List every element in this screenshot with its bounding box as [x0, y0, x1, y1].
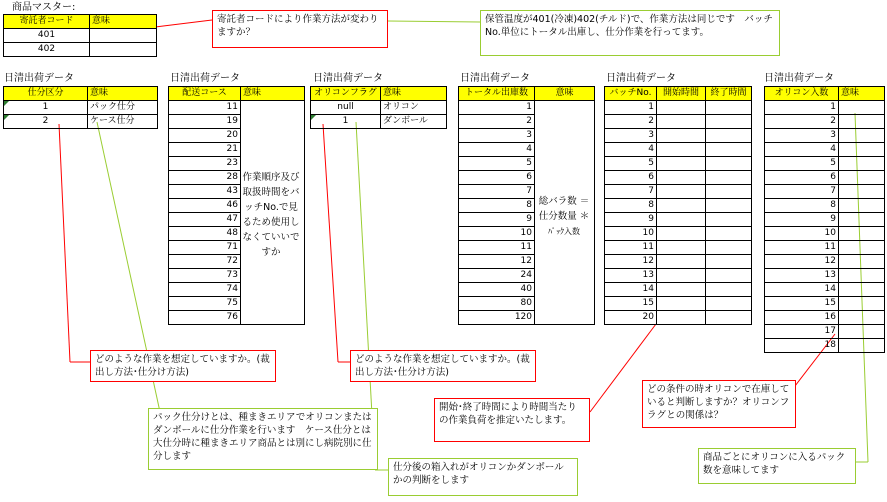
s4-cell[interactable]: 24	[459, 269, 535, 283]
s6-row	[765, 157, 885, 171]
s6-cell[interactable]	[839, 115, 885, 129]
comment-c1[interactable]: 寄託者コードにより作業方法が変わりますか？	[212, 10, 388, 48]
s4-cell[interactable]	[535, 157, 595, 171]
s5-cell[interactable]: 6	[605, 171, 657, 185]
s5-row	[605, 241, 752, 255]
s6-cell[interactable]: 3	[765, 129, 839, 143]
s5-row	[605, 199, 752, 213]
s4-cell[interactable]	[535, 297, 595, 311]
s6-cell[interactable]: 13	[765, 269, 839, 283]
s1-header-meaning: 意味	[88, 87, 158, 101]
s5-cell[interactable]	[706, 283, 752, 297]
s6-row	[765, 143, 885, 157]
s2-row	[169, 129, 305, 143]
s5-cell[interactable]	[706, 171, 752, 185]
s5-row	[605, 311, 752, 325]
comment-c7[interactable]: 開始･終了時間により時間当たりの作業負荷を推定いたします。	[434, 398, 590, 442]
s4-row	[459, 255, 595, 269]
s5-cell[interactable]	[706, 143, 752, 157]
s4-cell[interactable]	[535, 129, 595, 143]
s2-header-meaning: 意味	[241, 87, 305, 101]
s2-cell[interactable]	[241, 129, 305, 143]
s6-cell[interactable]	[839, 339, 885, 353]
s5-cell[interactable]: 13	[605, 269, 657, 283]
s5-cell[interactable]	[657, 185, 706, 199]
s3-cell[interactable]: 1	[311, 115, 381, 129]
s2-cell[interactable]	[241, 157, 305, 171]
s5-cell[interactable]	[706, 199, 752, 213]
s6-cell[interactable]: 6	[765, 171, 839, 185]
s6-row	[765, 241, 885, 255]
s2-cell[interactable]: 74	[169, 283, 241, 297]
s5-cell[interactable]	[657, 297, 706, 311]
s1-table	[3, 86, 158, 129]
s5-row	[605, 115, 752, 129]
s5-row	[605, 185, 752, 199]
s1-cell[interactable]: 2	[4, 115, 88, 129]
s4-cell[interactable]: 6	[459, 171, 535, 185]
s6-row	[765, 115, 885, 129]
s2-note: 作業順序及び取扱時間をバッチNo.で見るため使用しなくていいですか	[242, 172, 300, 258]
s6-cell[interactable]	[839, 143, 885, 157]
s2-cell[interactable]: 23	[169, 157, 241, 171]
s6-row	[765, 129, 885, 143]
s6-row	[765, 283, 885, 297]
s5-cell[interactable]	[706, 227, 752, 241]
s6-table	[764, 86, 885, 353]
s4-cell[interactable]: 2	[459, 115, 535, 129]
s5-cell[interactable]	[706, 255, 752, 269]
s6-row	[765, 227, 885, 241]
s4-note-line2: 仕分数量 ＊	[538, 211, 590, 222]
s5-row	[605, 297, 752, 311]
s5-cell[interactable]: 9	[605, 213, 657, 227]
s2-cell[interactable]	[241, 311, 305, 325]
s5-cell[interactable]	[657, 101, 706, 115]
s4-row	[459, 115, 595, 129]
s6-cell[interactable]	[839, 171, 885, 185]
s5-cell[interactable]	[706, 213, 752, 227]
s6-row	[765, 311, 885, 325]
connector-c5	[323, 124, 338, 362]
comment-c5[interactable]: どのような作業を想定していますか。(裁出し方法･仕分け方法)	[350, 350, 536, 382]
s5-cell[interactable]	[657, 171, 706, 185]
s5-header-end: 終了時間	[706, 87, 752, 101]
s5-cell[interactable]	[706, 129, 752, 143]
s4-cell[interactable]	[535, 171, 595, 185]
s6-cell[interactable]	[839, 185, 885, 199]
master-cell[interactable]: 401	[4, 29, 90, 43]
s4-cell[interactable]	[535, 269, 595, 283]
s5-header-batch: バッチNo.	[605, 87, 657, 101]
s2-cell[interactable]	[241, 283, 305, 297]
s2-row	[169, 101, 305, 115]
s6-cell[interactable]	[839, 297, 885, 311]
s6-header-meaning: 意味	[839, 87, 885, 101]
s5-cell[interactable]: 3	[605, 129, 657, 143]
s1-title: 日清出荷データ	[4, 73, 74, 84]
s5-row	[605, 255, 752, 269]
s3-cell[interactable]: ダンボール	[381, 115, 447, 129]
s4-cell[interactable]: 4	[459, 143, 535, 157]
master-table	[3, 14, 157, 57]
s2-cell[interactable]: 46	[169, 199, 241, 213]
s4-cell[interactable]	[535, 311, 595, 325]
s5-row	[605, 129, 752, 143]
s3-cell[interactable]: オリコン	[381, 101, 447, 115]
s2-row	[169, 311, 305, 325]
s1-header-kubun: 仕分区分	[4, 87, 88, 101]
s5-cell[interactable]	[657, 143, 706, 157]
s4-row	[459, 311, 595, 325]
s2-row	[169, 143, 305, 157]
s4-note-line1: 総バラ数 ＝	[538, 196, 590, 207]
s5-cell[interactable]: 2	[605, 115, 657, 129]
s6-cell[interactable]: 15	[765, 297, 839, 311]
s2-cell[interactable]: 75	[169, 297, 241, 311]
s5-row	[605, 227, 752, 241]
s2-cell[interactable]: 76	[169, 311, 241, 325]
s4-title: 日清出荷データ	[460, 73, 530, 84]
s2-cell[interactable]	[241, 269, 305, 283]
s2-cell[interactable]	[241, 115, 305, 129]
s5-cell[interactable]	[657, 255, 706, 269]
s5-cell[interactable]	[657, 157, 706, 171]
s6-row	[765, 269, 885, 283]
s6-cell[interactable]: 7	[765, 185, 839, 199]
s4-row	[459, 157, 595, 171]
s2-cell[interactable]: 28	[169, 171, 241, 185]
s5-cell[interactable]	[706, 115, 752, 129]
s2-cell[interactable]: 72	[169, 255, 241, 269]
s6-cell[interactable]: 2	[765, 115, 839, 129]
s6-cell[interactable]: 18	[765, 339, 839, 353]
s5-cell[interactable]	[706, 157, 752, 171]
master-cell[interactable]	[90, 29, 157, 43]
s6-row	[765, 325, 885, 339]
master-cell[interactable]	[90, 43, 157, 57]
s5-cell[interactable]	[657, 283, 706, 297]
s6-cell[interactable]: 4	[765, 143, 839, 157]
s5-row	[605, 171, 752, 185]
s6-cell[interactable]: 9	[765, 213, 839, 227]
s2-row	[169, 283, 305, 297]
s4-row	[459, 241, 595, 255]
s5-cell[interactable]: 7	[605, 185, 657, 199]
s5-title: 日清出荷データ	[606, 73, 676, 84]
comment-c9[interactable]: 商品ごとにオリコンに入るパック数を意味してます	[698, 448, 856, 484]
s5-cell[interactable]: 12	[605, 255, 657, 269]
comment-c2[interactable]: 保管温度が401(冷凍)402(チルド)で、作業方法は同じです バッチNo.単位にトータル出庫し、仕分作業を行ってます。	[480, 10, 780, 56]
s4-cell[interactable]	[535, 283, 595, 297]
comment-c6[interactable]: 仕分後の箱入れがオリコンかダンボールかの判断をします	[388, 458, 578, 496]
s1-cell[interactable]: 1	[4, 101, 88, 115]
s4-row	[459, 269, 595, 283]
s4-cell[interactable]	[535, 143, 595, 157]
s2-cell[interactable]: 48	[169, 227, 241, 241]
s2-cell[interactable]	[241, 297, 305, 311]
s6-cell[interactable]: 8	[765, 199, 839, 213]
s6-cell[interactable]: 12	[765, 255, 839, 269]
s6-row	[765, 199, 885, 213]
s4-cell[interactable]: 8	[459, 199, 535, 213]
s6-row	[765, 297, 885, 311]
s6-row	[765, 101, 885, 115]
s6-cell[interactable]	[839, 213, 885, 227]
s2-cell[interactable]: 47	[169, 213, 241, 227]
master-title: 商品マスター:	[12, 2, 76, 13]
s4-cell[interactable]: 9	[459, 213, 535, 227]
s5-cell[interactable]	[657, 213, 706, 227]
s5-cell[interactable]	[657, 269, 706, 283]
s3-table	[310, 86, 447, 129]
s6-title: 日清出荷データ	[764, 73, 834, 84]
master-header-meaning: 意味	[90, 15, 157, 29]
s4-cell[interactable]: 10	[459, 227, 535, 241]
s6-cell[interactable]	[839, 157, 885, 171]
s2-header-course: 配送コース	[169, 87, 241, 101]
s2-row	[169, 269, 305, 283]
s4-header-meaning: 意味	[535, 87, 595, 101]
s4-cell[interactable]: 7	[459, 185, 535, 199]
s2-title: 日清出荷データ	[170, 73, 240, 84]
connector-c3	[59, 124, 70, 362]
s6-cell[interactable]	[839, 101, 885, 115]
s4-note-line3: ﾊﾟｯｸ入数	[548, 227, 580, 236]
s5-cell[interactable]: 11	[605, 241, 657, 255]
s4-cell[interactable]: 40	[459, 283, 535, 297]
s4-row	[459, 143, 595, 157]
s4-cell[interactable]: 5	[459, 157, 535, 171]
s5-cell[interactable]	[706, 101, 752, 115]
s6-row	[765, 213, 885, 227]
s5-cell[interactable]: 20	[605, 311, 657, 325]
s6-cell[interactable]: 17	[765, 325, 839, 339]
s5-cell[interactable]: 1	[605, 101, 657, 115]
s2-cell[interactable]: 21	[169, 143, 241, 157]
s6-cell[interactable]: 14	[765, 283, 839, 297]
s5-row	[605, 157, 752, 171]
comment-c4[interactable]: パック仕分けとは、種まきエリアでオリコンまたはダンボールに仕分作業を行います ケース仕分とは大仕分時に種まきエリア商品とは別にし病院別に仕分します	[148, 408, 378, 470]
s6-header-count: オリコン入数	[765, 87, 839, 101]
s6-cell[interactable]	[839, 241, 885, 255]
s1-cell[interactable]: パック仕分	[88, 101, 158, 115]
s4-cell[interactable]: 11	[459, 241, 535, 255]
s4-cell[interactable]: 120	[459, 311, 535, 325]
s2-cell[interactable]: 73	[169, 269, 241, 283]
s5-row	[605, 101, 752, 115]
s5-cell[interactable]	[706, 297, 752, 311]
s3-cell[interactable]: null	[311, 101, 381, 115]
s5-cell[interactable]	[706, 185, 752, 199]
s5-row	[605, 213, 752, 227]
s5-cell[interactable]	[657, 115, 706, 129]
s6-row	[765, 339, 885, 353]
s2-row	[169, 157, 305, 171]
s4-row	[459, 129, 595, 143]
s5-cell[interactable]	[657, 129, 706, 143]
s6-cell[interactable]	[839, 325, 885, 339]
s6-cell[interactable]	[839, 269, 885, 283]
s2-cell[interactable]: 71	[169, 241, 241, 255]
s3-title: 日清出荷データ	[313, 73, 383, 84]
s4-cell[interactable]: 12	[459, 255, 535, 269]
s2-cell[interactable]: 20	[169, 129, 241, 143]
s5-cell[interactable]: 15	[605, 297, 657, 311]
s4-row	[459, 171, 595, 185]
s6-cell[interactable]: 1	[765, 101, 839, 115]
s6-cell[interactable]	[839, 227, 885, 241]
s6-cell[interactable]	[839, 199, 885, 213]
s5-cell[interactable]: 8	[605, 199, 657, 213]
s5-cell[interactable]	[657, 241, 706, 255]
s6-cell[interactable]	[839, 129, 885, 143]
s5-cell[interactable]	[706, 241, 752, 255]
s6-row	[765, 171, 885, 185]
s5-cell[interactable]: 14	[605, 283, 657, 297]
master-cell[interactable]: 402	[4, 43, 90, 57]
s6-cell[interactable]: 16	[765, 311, 839, 325]
master-header-code: 寄託者コード	[4, 15, 90, 29]
s5-cell[interactable]: 10	[605, 227, 657, 241]
s2-cell[interactable]: 19	[169, 115, 241, 129]
s6-row	[765, 255, 885, 269]
s4-cell[interactable]: 1	[459, 101, 535, 115]
s2-cell[interactable]	[241, 101, 305, 115]
s4-cell[interactable]	[535, 241, 595, 255]
s4-cell[interactable]	[535, 101, 595, 115]
s2-cell[interactable]: 11	[169, 101, 241, 115]
s5-cell[interactable]: 4	[605, 143, 657, 157]
s4-row	[459, 283, 595, 297]
s4-header-total: トータル出庫数	[459, 87, 535, 101]
s6-cell[interactable]	[839, 311, 885, 325]
s6-cell[interactable]	[839, 283, 885, 297]
s5-cell[interactable]	[657, 227, 706, 241]
s5-cell[interactable]: 5	[605, 157, 657, 171]
s6-cell[interactable]: 10	[765, 227, 839, 241]
comment-c3[interactable]: どのような作業を想定していますか。(裁出し方法･仕分け方法)	[90, 350, 276, 382]
s6-cell[interactable]: 5	[765, 157, 839, 171]
s5-header-start: 開始時間	[657, 87, 706, 101]
comment-c8[interactable]: どの条件の時オリコンで在庫していると判断しますか？オリコンフラグとの関係は？	[642, 380, 796, 428]
s2-row	[169, 297, 305, 311]
s5-row	[605, 143, 752, 157]
s5-row	[605, 283, 752, 297]
s4-cell[interactable]: 80	[459, 297, 535, 311]
s2-row	[169, 115, 305, 129]
s4-cell[interactable]	[535, 255, 595, 269]
s5-cell[interactable]	[706, 269, 752, 283]
s6-cell[interactable]	[839, 255, 885, 269]
s4-cell[interactable]: 3	[459, 129, 535, 143]
connector-c2	[388, 21, 480, 22]
s4-note	[536, 194, 592, 239]
s4-cell[interactable]	[535, 115, 595, 129]
s4-row	[459, 101, 595, 115]
s5-cell[interactable]	[657, 199, 706, 213]
s5-cell[interactable]	[706, 311, 752, 325]
s3-header-meaning: 意味	[381, 87, 447, 101]
s4-row	[459, 297, 595, 311]
s5-table	[604, 86, 752, 325]
s6-cell[interactable]: 11	[765, 241, 839, 255]
s2-cell[interactable]: 43	[169, 185, 241, 199]
s2-cell[interactable]	[241, 143, 305, 157]
s5-row	[605, 269, 752, 283]
s5-cell[interactable]	[657, 311, 706, 325]
s3-header-flag: オリコンフラグ	[311, 87, 381, 101]
s1-cell[interactable]: ケース仕分	[88, 115, 158, 129]
s6-row	[765, 185, 885, 199]
